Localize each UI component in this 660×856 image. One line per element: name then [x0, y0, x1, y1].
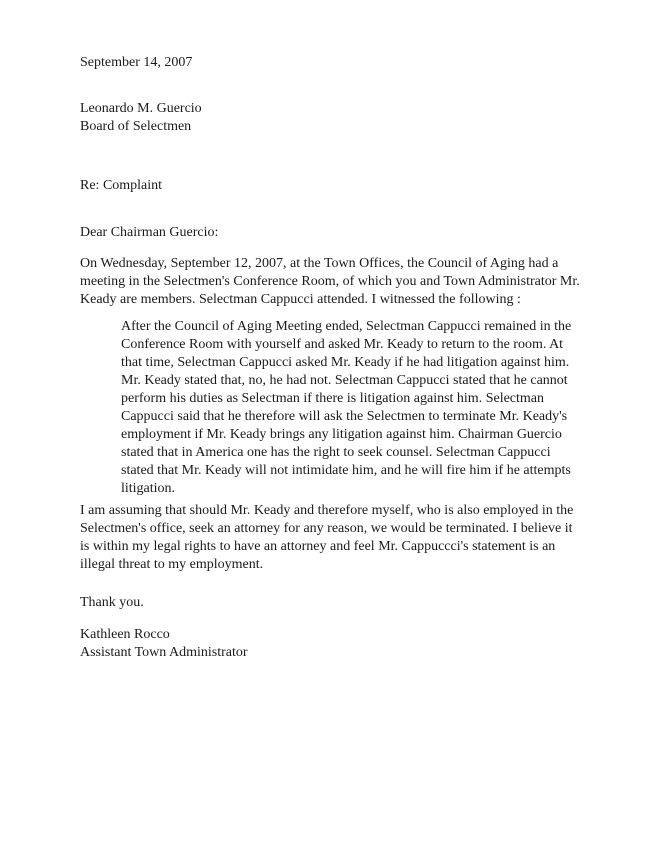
- quote-line: stated that in America one has the right to seek counsel. Selectman Cappucci: [121, 445, 551, 460]
- recipient-title: Board of Selectmen: [80, 119, 192, 134]
- recipient-name: Leonardo M. Guercio: [80, 101, 202, 116]
- paragraph-2-line: Selectmen's office, seek an attorney for any reason, we would be terminated. I believe it: [80, 521, 573, 536]
- quote-line: After the Council of Aging Meeting ended, Selectman Cappucci remained in the: [121, 319, 572, 334]
- quote-line: perform his duties as Selectman if there is litigation against him. Selectman: [121, 391, 545, 406]
- paragraph-2: [80, 502, 573, 574]
- quote-line: stated that Mr. Keady will not intimidate him, and he will fire him if he attempts: [121, 463, 571, 478]
- salutation: [80, 224, 218, 242]
- signature-name: Kathleen Rocco: [80, 627, 170, 642]
- letter-date: [80, 54, 192, 72]
- quote-line: Conference Room with yourself and asked Mr. Keady to return to the room. At: [121, 337, 564, 352]
- witness-statement-quote: [121, 318, 571, 498]
- quote-line: Mr. Keady stated that, no, he had not. Selectman Cappucci stated that he cannot: [121, 373, 568, 388]
- signature-title: Assistant Town Administrator: [80, 645, 248, 660]
- recipient-block: [80, 100, 202, 136]
- closing: [80, 594, 144, 612]
- paragraph-2-line: I am assuming that should Mr. Keady and therefore myself, who is also employed in the: [80, 503, 574, 518]
- closing-text: Thank you.: [80, 595, 144, 610]
- quote-line: Cappucci said that he therefore will ask the Selectmen to terminate Mr. Keady's: [121, 409, 568, 424]
- quote-line: that time, Selectman Cappucci asked Mr. Keady if he had litigation against him.: [121, 355, 570, 370]
- quote-line: employment if Mr. Keady brings any litigation against him. Chairman Guercio: [121, 427, 562, 442]
- quote-line: litigation.: [121, 481, 176, 496]
- salutation-text: Dear Chairman Guercio:: [80, 225, 219, 240]
- paragraph-1-line: meeting in the Selectmen's Conference Room, of which you and Town Administrator Mr.: [80, 274, 580, 289]
- subject-line: [80, 177, 162, 195]
- paragraph-2-line: illegal threat to my employment.: [80, 557, 264, 572]
- paragraph-1-line: On Wednesday, September 12, 2007, at the Town Offices, the Council of Aging had a: [80, 256, 559, 271]
- signature-block: [80, 626, 248, 662]
- paragraph-1: [80, 255, 580, 309]
- date-text: September 14, 2007: [80, 55, 193, 70]
- paragraph-1-line: Keady are members. Selectman Cappucci attended. I witnessed the following :: [80, 292, 521, 307]
- subject-text: Re: Complaint: [80, 178, 163, 193]
- paragraph-2-line: is within my legal rights to have an attorney and feel Mr. Cappuccci's statement is an: [80, 539, 556, 554]
